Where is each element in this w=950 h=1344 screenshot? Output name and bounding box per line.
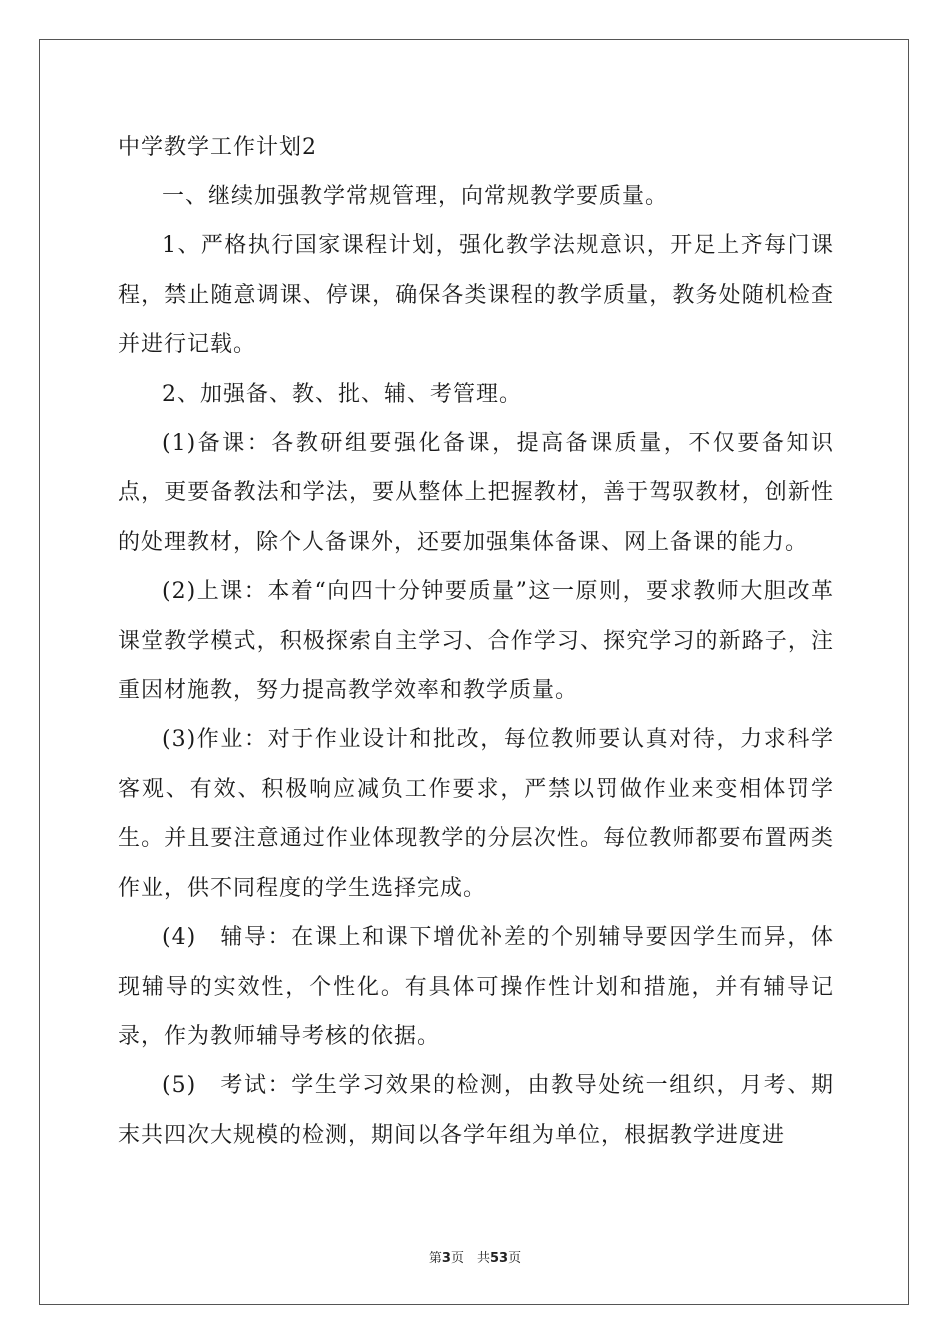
paragraph-tutoring: (4) 辅导：在课上和课下增优补差的个别辅导要因学生而异，体现辅导的实效性，个性化。有具体可操作性计划和措施，并有辅导记录，作为教师辅导考核的依据。 <box>118 925 834 1049</box>
footer-suffix: 页 <box>508 1251 522 1266</box>
document-title: 中学教学工作计划2 <box>118 135 317 160</box>
total-page-count: 53 <box>489 1251 509 1266</box>
paragraph-homework: (3)作业：对于作业设计和批改，每位教师要认真对待，力求科学客观、有效、积极响应减负工作要求，严禁以罚做作业来变相体罚学生。并且要注意通过作业体现教学的分层次性。每位教师都要布置两类作业，供不同程度的学生选择完成。 <box>118 727 834 901</box>
footer-mid: 页 共 <box>450 1251 490 1266</box>
footer-prefix: 第 <box>428 1251 442 1266</box>
paragraph-exams: (5) 考试：学生学习效果的检测，由教导处统一组织，月考、期末共四次大规模的检测，期间以各学年组为单位，根据教学进度进 <box>118 1073 834 1148</box>
page-footer <box>0 1247 950 1266</box>
paragraph-item-1: 1、严格执行国家课程计划，强化教学法规意识，开足上齐每门课程，禁止随意调课、停课，确保各类课程的教学质量，教务处随机检查并进行记载。 <box>118 233 834 358</box>
paragraph-section-heading: 一、继续加强教学常规管理，向常规教学要质量。 <box>162 184 669 209</box>
paragraph-lesson-prep: (1)备课：各教研组要强化备课，提高备课质量，不仅要备知识点，更要备教法和学法，要从整体上把握教材，善于驾驭教材，创新性的处理教材，除个人备课外，还要加强集体备课、网上备课的能力。 <box>118 431 834 555</box>
paragraph-teaching: (2)上课：本着“向四十分钟要质量”这一原则，要求教师大胆改革课堂教学模式，积极探索自主学习、合作学习、探究学习的新路子，注重因材施教，努力提高教学效率和教学质量。 <box>118 579 834 704</box>
paragraph-item-2: 2、加强备、教、批、辅、考管理。 <box>162 381 522 407</box>
current-page-number: 3 <box>441 1251 451 1266</box>
document-body <box>118 124 834 1160</box>
